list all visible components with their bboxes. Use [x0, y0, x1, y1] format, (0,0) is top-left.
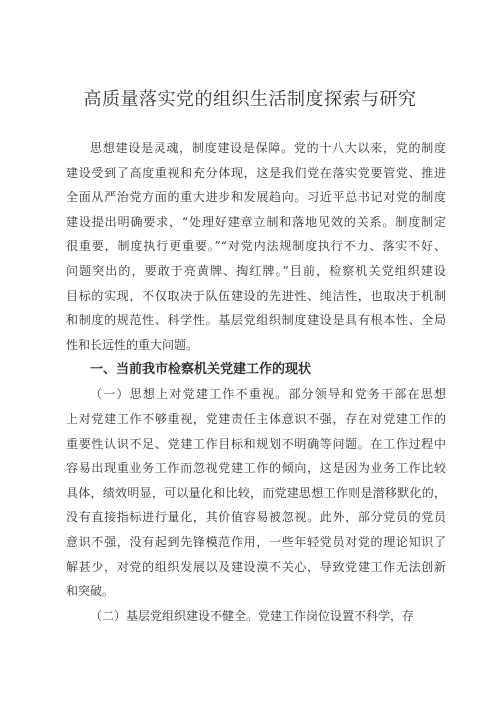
text-line: 意识不强，没有起到先锋模范作用，一些年轻党员对党的理论知识了: [66, 534, 446, 549]
paragraph-section-2: [66, 604, 446, 629]
text-line: 性和长远性的重大问题。: [66, 337, 199, 352]
text-line: 重要性认识不足、党建工作目标和规划不明确等问题。在工作过程中: [66, 436, 446, 451]
text-line: 容易出现重业务工作而忽视党建工作的倾向，这是因为业务工作比较: [66, 461, 446, 476]
text-line: 解甚少，对党的组织发展以及建设漠不关心，导致党建工作无法创新: [66, 559, 446, 574]
text-line: 建设提出明确要求，“处理好建章立制和落地见效的关系。制度制定: [66, 214, 446, 229]
text-line: 和制度的规范性、科学性。基层党组织制度建设是具有根本性、全局: [66, 313, 446, 328]
document-title: 高质量落实党的组织生活制度探索与研究: [83, 89, 417, 110]
section-heading: 一、当前我市检察机关党建工作的现状: [90, 362, 312, 378]
text-line: （一）思想上对党建工作不重视。部分领导和党务干部在思想: [90, 387, 446, 402]
text-line: （二）基层党组织建设不健全。党建工作岗位设置不科学，存: [90, 608, 415, 623]
text-line: 建设受到了高度重视和充分体现，这是我们党在落实党要管党、推进: [66, 165, 446, 180]
text-line: 没有直接指标进行量化，其价值容易被忽视。此外，部分党员的党员: [66, 510, 446, 525]
text-line: 很重要，制度执行更重要。”“对党内法规制度执行不力、落实不好、: [66, 239, 446, 254]
text-line: 目标的实现，不仅取决于队伍建设的先进性、纯洁性，也取决于机制: [66, 288, 446, 303]
text-line: 全面从严治党方面的重大进步和发展趋向。习近平总书记对党的制度: [66, 190, 446, 205]
text-line: 问题突出的，要敢于亮黄牌、掏红牌。”目前，检察机关党组织建设: [66, 263, 446, 278]
text-line: 思想建设是灵魂，制度建设是保障。党的十八大以来，党的制度: [90, 141, 446, 155]
text-line: 上对党建工作不够重视，党建责任主体意识不强，存在对党建工作的: [66, 411, 446, 426]
paragraph-section-1: [66, 382, 446, 603]
paragraph-intro: [66, 136, 446, 357]
document-body: [66, 136, 446, 628]
text-line: 具体，绩效明显，可以量化和比较，而党建思想工作则是潜移默化的，: [66, 485, 446, 500]
text-line: 和突破。: [66, 584, 115, 599]
